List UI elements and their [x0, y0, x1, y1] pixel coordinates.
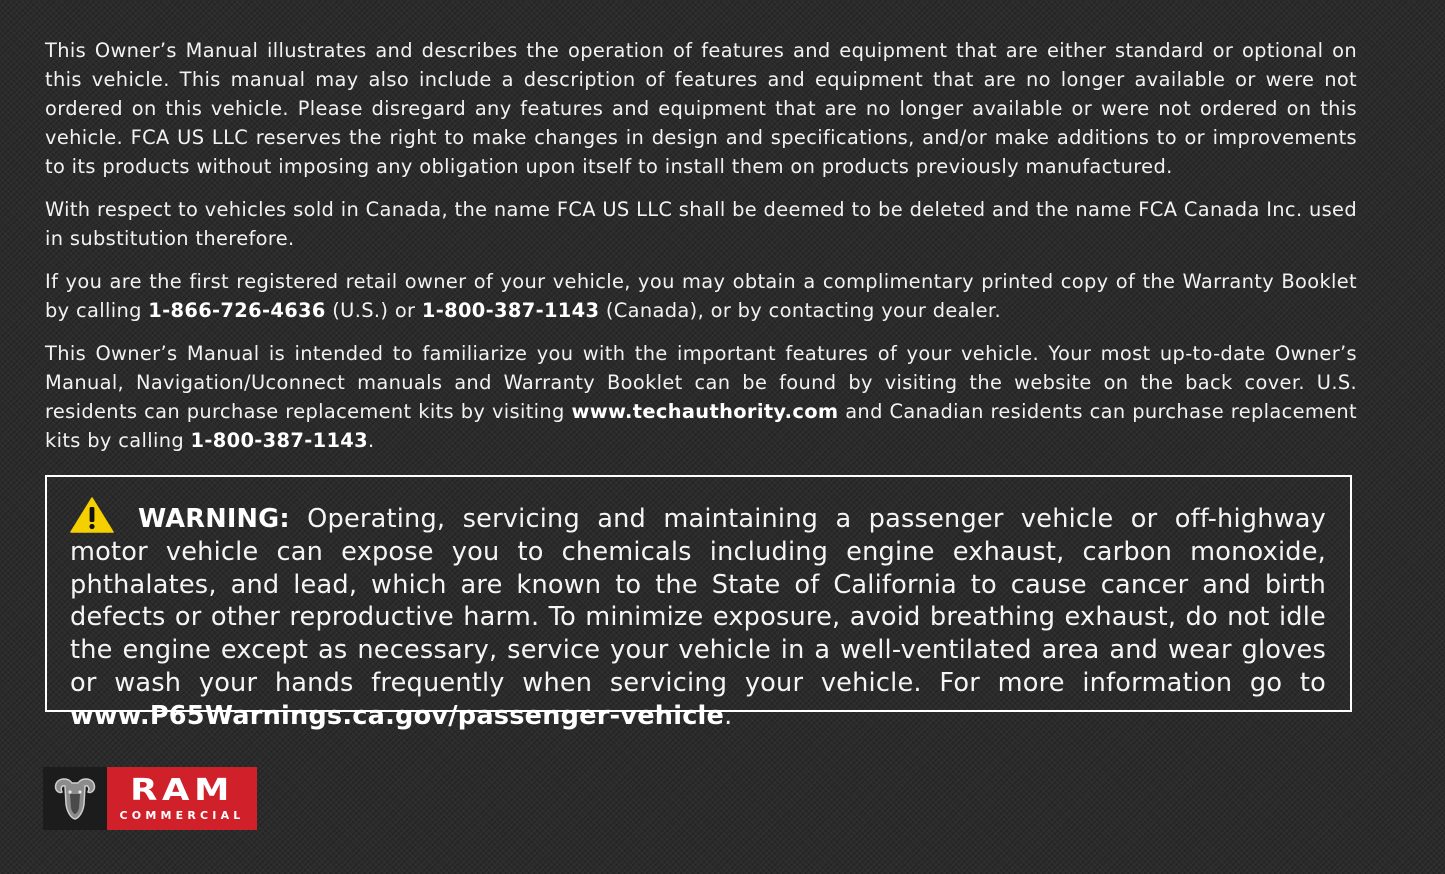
manual-notice	[45, 36, 1357, 469]
prop65-warning-box	[45, 475, 1352, 731]
warranty-intro-text: If you are the first registered retail owner of your vehicle, you may obtain a complimentary printed copy of the Warranty Booklet by calling	[45, 270, 1357, 322]
paragraph-features-disclaimer: This Owner’s Manual illustrates and describes the operation of features and equipment that are either standard or optional on this vehicle. This manual may also include a description of features and equipment that are no longer available or were not ordered on this vehicle. Please disregard any features and equipment that are no longer available or were not ordered on this vehicle. FCA US LLC reserves the right to make changes in design and specifications, and/or make additions to or improvements to its products without imposing any obligation upon itself to install them on products previously manufactured.	[45, 39, 1357, 178]
warning-triangle-icon	[70, 497, 114, 533]
p65-warnings-link[interactable]: www.P65Warnings.ca.gov/passenger-vehicle	[70, 700, 725, 731]
manual-middle-text: and Canadian residents can purchase replacement kits by calling	[45, 400, 1358, 452]
warning-end: .	[724, 700, 733, 731]
warning-text	[70, 497, 1326, 733]
logo-sub-text: COMMERCIAL	[119, 808, 245, 822]
paragraph-manual-purpose	[45, 339, 1357, 455]
ram-commercial-logo	[43, 767, 257, 830]
paragraph-canada-substitution: With respect to vehicles sold in Canada, the name FCA US LLC shall be deemed to be deleted and the name FCA Canada Inc. used in substitution therefore.	[45, 198, 1357, 250]
warranty-outro-text: (Canada), or by contacting your dealer.	[599, 299, 1001, 322]
us-label-text: (U.S.) or	[325, 299, 422, 322]
ram-emblem	[43, 767, 107, 830]
techauthority-link[interactable]: www.techauthority.com	[571, 400, 839, 423]
us-phone-number: 1-866-726-4636	[148, 299, 326, 322]
warning-body: Operating, servicing and maintaining a passenger vehicle or off-highway motor vehicle can expose you to chemicals including engine exhaust, carbon monoxide, phthalates, and lead, which are known to the State of California to cause cancer and birth defects or other reproductive harm. To minimize exposure, avoid breathing exhaust, do not idle the engine except as necessary, service your vehicle in a well-ventilated area and wear gloves or wash your hands frequently when servicing your vehicle. For more information go to	[70, 504, 1326, 698]
paragraph-warranty-booklet	[45, 267, 1357, 325]
logo-brand-text: RAM	[129, 772, 235, 808]
manual-end-text: .	[367, 429, 375, 452]
ram-head-icon	[50, 774, 100, 824]
replacement-kit-phone: 1-800-387-1143	[190, 429, 368, 452]
warning-label: WARNING:	[138, 504, 290, 534]
manual-intro-text: This Owner’s Manual is intended to familiarize you with the important features of your vehicle. Your most up-to-date Owner’s Manual, Navigation/Uconnect manuals and Warranty Booklet can be found by visiting the website on the back cover. U.S. residents can purchase replacement kits by visiting	[45, 342, 1357, 423]
canada-phone-number: 1-800-387-1143	[421, 299, 600, 322]
ram-badge	[107, 767, 257, 830]
